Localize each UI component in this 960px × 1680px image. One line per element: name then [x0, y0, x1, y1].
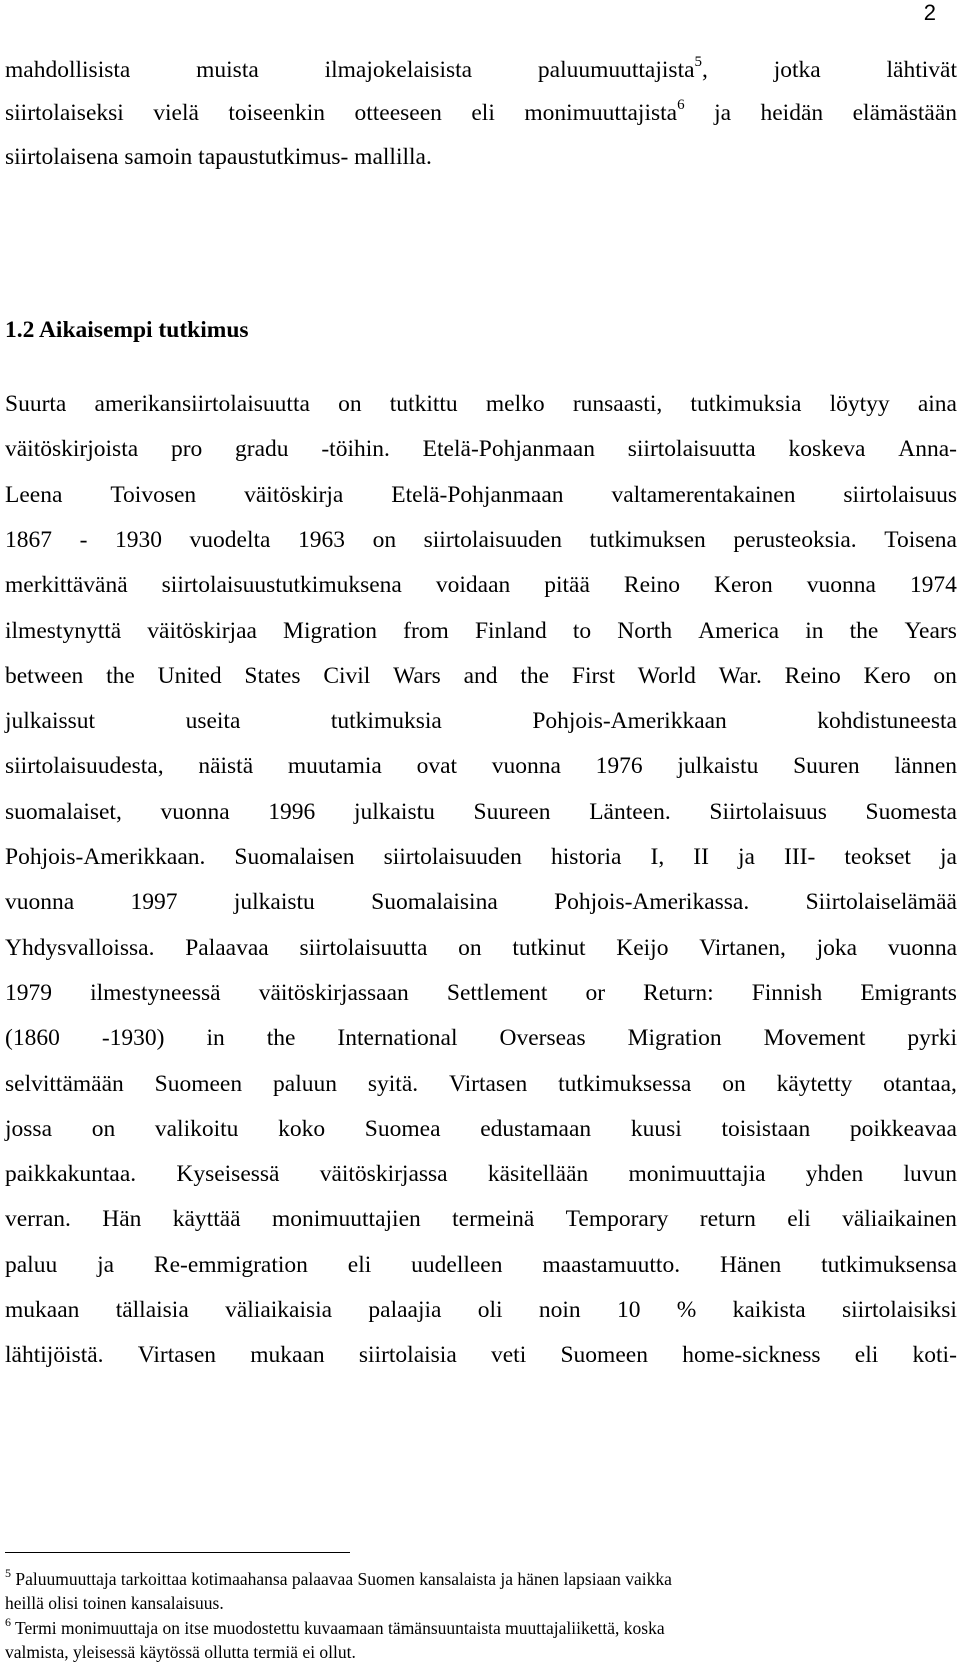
- footnote-5: [5, 1568, 672, 1590]
- text-line: [5, 1115, 957, 1145]
- word: Siirtolaiselämää: [805, 889, 957, 916]
- footnote-reference: 6: [677, 97, 685, 114]
- text-line: [5, 979, 957, 1009]
- word: Hänen: [719, 1251, 782, 1278]
- word: Virtanen,: [699, 934, 786, 961]
- word: Re-emmigration: [153, 1251, 308, 1278]
- word: -töihin.: [321, 436, 390, 463]
- word: Yhdysvalloissa.: [5, 934, 155, 961]
- word: kuusi: [630, 1115, 682, 1142]
- word: Pohjois-Amerikkaan.: [5, 844, 206, 870]
- word: siirtolaisuudesta,: [5, 753, 164, 780]
- word: tutkimuksia: [690, 391, 802, 417]
- word: Länteen.: [589, 798, 671, 825]
- word: return: [699, 1206, 756, 1233]
- word: ja: [97, 1251, 115, 1278]
- word: valikoitu: [154, 1115, 239, 1142]
- word: käytetty: [776, 1070, 853, 1097]
- word: Return:: [643, 979, 714, 1006]
- text-line: [5, 843, 957, 873]
- word: the: [520, 662, 550, 689]
- word: ovat: [416, 753, 458, 780]
- word: Movement: [763, 1025, 866, 1052]
- word: Finland: [474, 617, 547, 644]
- word: Toisena: [884, 526, 957, 553]
- word: tutkimuksessa: [558, 1070, 692, 1097]
- word: toiseenkin: [228, 100, 325, 126]
- word: koti-: [912, 1342, 957, 1369]
- word: 1996: [268, 798, 316, 825]
- text-line: [5, 1341, 957, 1371]
- footnote-reference: 5: [694, 54, 703, 71]
- text-line: [5, 1160, 957, 1190]
- word: Suomea: [364, 1115, 441, 1142]
- word: Suureen: [473, 798, 551, 825]
- word: amerikansiirtolaisuutta: [94, 391, 310, 417]
- word: Keron: [714, 572, 773, 599]
- word: ja: [714, 100, 732, 126]
- word: luvun: [903, 1161, 957, 1188]
- word: Suomeen: [154, 1070, 243, 1097]
- word: väitöskirja: [244, 481, 344, 508]
- word: pro: [170, 436, 203, 463]
- word: lännen: [894, 753, 957, 780]
- word: julkaissut: [5, 708, 96, 735]
- word: monimuuttajien: [271, 1206, 421, 1233]
- word: Pohjois-Amerikkaan: [532, 708, 727, 735]
- word: vuonna: [806, 572, 876, 599]
- word: elämästään: [852, 100, 957, 126]
- word: yhden: [805, 1161, 864, 1188]
- word: paluumuuttajista$^5$,: [537, 54, 708, 83]
- text-line: [5, 1251, 957, 1281]
- word: otteeseen: [354, 100, 442, 126]
- word: julkaistu: [233, 889, 315, 916]
- word: 10: [616, 1297, 641, 1323]
- footnote-text: Paluumuuttaja tarkoittaa kotimaahansa palaavaa Suomen kansalaista ja hänen lapsiaan vaikka: [11, 1569, 672, 1589]
- word: Migration: [283, 617, 378, 644]
- word: paikkakuntaa.: [5, 1161, 137, 1188]
- word: I,: [650, 844, 665, 870]
- word: lähtijöistä.: [5, 1342, 104, 1369]
- text-line: [5, 888, 957, 918]
- word: koskeva: [788, 436, 866, 463]
- word: jotka: [773, 57, 821, 83]
- word: pitää: [544, 572, 590, 599]
- word: 1976: [595, 753, 643, 780]
- text-line: [5, 390, 957, 420]
- word: edustamaan: [480, 1115, 592, 1142]
- word: siirtolaisuus: [843, 481, 957, 508]
- text-line: [5, 481, 957, 511]
- word: väliaikainen: [842, 1206, 957, 1233]
- word: Years: [904, 617, 957, 644]
- word: Kyseisessä: [176, 1161, 280, 1188]
- word: tutkimuksia: [330, 708, 442, 735]
- word: Wars: [393, 662, 441, 689]
- word: Toivosen: [110, 481, 197, 508]
- word: America: [698, 617, 780, 644]
- word: verran.: [5, 1206, 71, 1233]
- word: on: [933, 662, 957, 689]
- text-line: [5, 798, 957, 828]
- word: -: [79, 526, 88, 553]
- word: maastamuutto.: [542, 1251, 681, 1278]
- word: Temporary: [565, 1206, 669, 1233]
- word: vuonna: [887, 934, 957, 961]
- word: ja: [737, 844, 755, 870]
- word: siirtolaisuuden: [423, 526, 562, 553]
- word: eli: [471, 100, 495, 126]
- word: otantaa,: [883, 1070, 957, 1097]
- word: suomalaiset,: [5, 798, 122, 825]
- word: Overseas: [499, 1025, 586, 1052]
- word: julkaistu: [353, 798, 435, 825]
- word: Virtasen: [137, 1342, 216, 1369]
- word: from: [403, 617, 449, 644]
- word: ilmestyneessä: [90, 979, 221, 1006]
- word: III-: [784, 844, 816, 870]
- word: North: [617, 617, 673, 644]
- word: between: [5, 662, 84, 689]
- word: historia: [550, 844, 622, 870]
- word: tutkimuksen: [589, 526, 706, 553]
- word: Siirtolaisuus: [709, 798, 827, 825]
- word: 1867: [5, 526, 52, 553]
- word: 1979: [5, 979, 52, 1006]
- word: tutkinut: [512, 934, 586, 961]
- word: melko: [485, 391, 545, 417]
- word: on: [458, 934, 482, 961]
- word: väitöskirjassaan: [258, 979, 409, 1006]
- word: and: [463, 662, 498, 689]
- word: to: [572, 617, 592, 644]
- word: Virtasen: [449, 1070, 528, 1097]
- text-line: [5, 1070, 957, 1100]
- word: jossa: [5, 1115, 52, 1142]
- word: vuonna: [5, 889, 75, 916]
- word: Suomeen: [560, 1342, 648, 1369]
- word: on: [91, 1115, 116, 1142]
- word: Suomalaisen: [234, 844, 355, 870]
- word: the: [849, 617, 879, 644]
- word: mukaan: [5, 1297, 80, 1323]
- word: Kero: [863, 662, 911, 689]
- word: Civil: [323, 662, 371, 689]
- text-line: [5, 1024, 957, 1054]
- word: ja: [939, 844, 957, 870]
- text-line: [5, 56, 957, 86]
- word: siirtolaiseksi: [5, 100, 124, 126]
- text-line: siirtolaisena samoin tapaustutkimus- mallilla.: [5, 144, 432, 170]
- word: ilmajokelaisista: [324, 57, 473, 83]
- text-line: [5, 934, 957, 964]
- word: or: [585, 979, 606, 1006]
- word: on: [722, 1070, 746, 1097]
- word: War.: [718, 662, 762, 689]
- word: tutkimuksensa: [821, 1251, 957, 1278]
- word: selvittämään: [5, 1070, 124, 1097]
- footnote-6: [5, 1617, 665, 1639]
- word: väitöskirjaa: [147, 617, 257, 644]
- word: termeinä: [452, 1206, 535, 1233]
- page-number: 2: [923, 0, 936, 25]
- word: Pohjois-Amerikassa.: [554, 889, 750, 916]
- word: koko: [278, 1115, 326, 1142]
- word: monimuuttajista$^6$: [524, 97, 685, 126]
- word: lähtivät: [886, 57, 957, 83]
- word: Etelä-Pohjanmaan: [391, 481, 564, 508]
- word: Reino: [623, 572, 681, 599]
- word: -1930): [101, 1025, 165, 1052]
- word: (1860: [5, 1025, 60, 1052]
- word: väitöskirjassa: [319, 1161, 448, 1188]
- text-line: [5, 435, 957, 465]
- word: muista: [196, 57, 259, 83]
- footnote-text-continued: heillä olisi toinen kansalaisuus.: [5, 1593, 224, 1613]
- text-line: [5, 752, 957, 782]
- word: Emigrants: [860, 979, 957, 1006]
- word: eli: [854, 1342, 879, 1369]
- word: 1997: [130, 889, 178, 916]
- word: noin: [538, 1297, 581, 1323]
- word: 1974: [909, 572, 957, 599]
- word: First: [571, 662, 615, 689]
- word: julkaistu: [677, 753, 759, 780]
- word: home-sickness: [682, 1342, 821, 1369]
- word: paluun: [273, 1070, 337, 1097]
- word: International: [337, 1025, 458, 1052]
- word: States: [244, 662, 301, 689]
- text-line: [5, 99, 957, 129]
- word: Anna-: [898, 436, 957, 463]
- word: veti: [491, 1342, 527, 1369]
- word: the: [266, 1025, 296, 1052]
- word: 1930: [114, 526, 162, 553]
- word: poikkeavaa: [849, 1115, 957, 1142]
- word: vuodelta: [189, 526, 271, 553]
- word: käyttää: [172, 1206, 241, 1233]
- word: Keijo: [616, 934, 669, 961]
- word: heidän: [760, 100, 824, 126]
- footnote-number: 6: [5, 1615, 11, 1630]
- word: mahdollisista: [5, 57, 131, 83]
- word: muutamia: [287, 753, 382, 780]
- word: ilmestynyttä: [5, 617, 122, 644]
- word: oli: [477, 1297, 503, 1323]
- footnote-text-continued: valmista, yleisessä käytössä ollutta termiä ei ollut.: [5, 1642, 356, 1662]
- word: eli: [347, 1251, 372, 1278]
- word: kohdistuneesta: [817, 708, 957, 735]
- word: World: [637, 662, 696, 689]
- word: on: [338, 391, 362, 417]
- text-line: [5, 662, 957, 692]
- word: runsaasti,: [572, 391, 663, 417]
- word: paluu: [5, 1251, 58, 1278]
- footnote-text: Termi monimuuttaja on itse muodostettu kuvaamaan tämänsuuntaista muuttajaliikettä, koska: [11, 1618, 665, 1638]
- word: toisistaan: [721, 1115, 811, 1142]
- word: siirtolaisiksi: [842, 1297, 957, 1323]
- word: siirtolaisuuden: [383, 844, 522, 870]
- word: siirtolaisuutta: [299, 934, 428, 961]
- word: tällaisia: [115, 1297, 189, 1323]
- word: palaajia: [368, 1297, 442, 1323]
- word: monimuuttajia: [628, 1161, 766, 1188]
- word: eli: [787, 1206, 811, 1233]
- word: syitä.: [367, 1070, 419, 1097]
- word: uudelleen: [411, 1251, 503, 1278]
- word: useita: [185, 708, 241, 735]
- word: teokset: [844, 844, 911, 870]
- word: in: [206, 1025, 225, 1052]
- word: Etelä-Pohjanmaan: [422, 436, 595, 463]
- word: Suomalaisina: [371, 889, 498, 916]
- word: vuonna: [491, 753, 561, 780]
- word: valtamerentakainen: [611, 481, 796, 508]
- text-line: [5, 707, 957, 737]
- word: Settlement: [446, 979, 548, 1006]
- word: löytyy: [829, 391, 890, 417]
- word: siirtolaisuutta: [627, 436, 756, 463]
- word: Palaavaa: [185, 934, 269, 961]
- word: Reino: [784, 662, 841, 689]
- text-line: [5, 1296, 957, 1326]
- word: aina: [917, 391, 957, 417]
- word: siirtolaisia: [358, 1342, 457, 1369]
- word: 1963: [298, 526, 345, 553]
- footnote-number: 5: [5, 1566, 11, 1581]
- footnote-rule: [5, 1552, 350, 1553]
- text-line: [5, 571, 957, 601]
- word: merkittävänä: [5, 572, 128, 599]
- word: väitöskirjoista: [5, 436, 139, 463]
- word: Migration: [627, 1025, 722, 1052]
- word: gradu: [235, 436, 289, 463]
- text-line: [5, 1205, 957, 1235]
- word: Suomesta: [865, 798, 957, 825]
- word: siirtolaisuustutkimuksena: [161, 572, 402, 599]
- word: Finnish: [751, 979, 823, 1006]
- word: mukaan: [250, 1342, 325, 1369]
- word: vuonna: [160, 798, 230, 825]
- word: näistä: [198, 753, 254, 780]
- word: Hän: [102, 1206, 142, 1233]
- section-heading: 1.2 Aikaisempi tutkimus: [5, 317, 249, 343]
- word: perusteoksia.: [733, 526, 857, 553]
- word: pyrki: [907, 1025, 957, 1052]
- word: Suuren: [793, 753, 860, 780]
- word: II: [693, 844, 709, 870]
- word: tutkittu: [389, 391, 458, 417]
- word: the: [106, 662, 135, 689]
- word: Leena: [5, 481, 63, 508]
- word: voidaan: [435, 572, 511, 599]
- word: väliaikaisia: [225, 1297, 333, 1323]
- word: United: [157, 662, 222, 689]
- word: joka: [816, 934, 858, 961]
- text-line: [5, 617, 957, 647]
- word: in: [805, 617, 824, 644]
- word: kaikista: [732, 1297, 806, 1323]
- word: vielä: [153, 100, 199, 126]
- word: Suurta: [5, 391, 67, 417]
- text-line: [5, 526, 957, 556]
- word: on: [372, 526, 397, 553]
- word: %: [676, 1297, 697, 1323]
- word: käsitellään: [487, 1161, 589, 1188]
